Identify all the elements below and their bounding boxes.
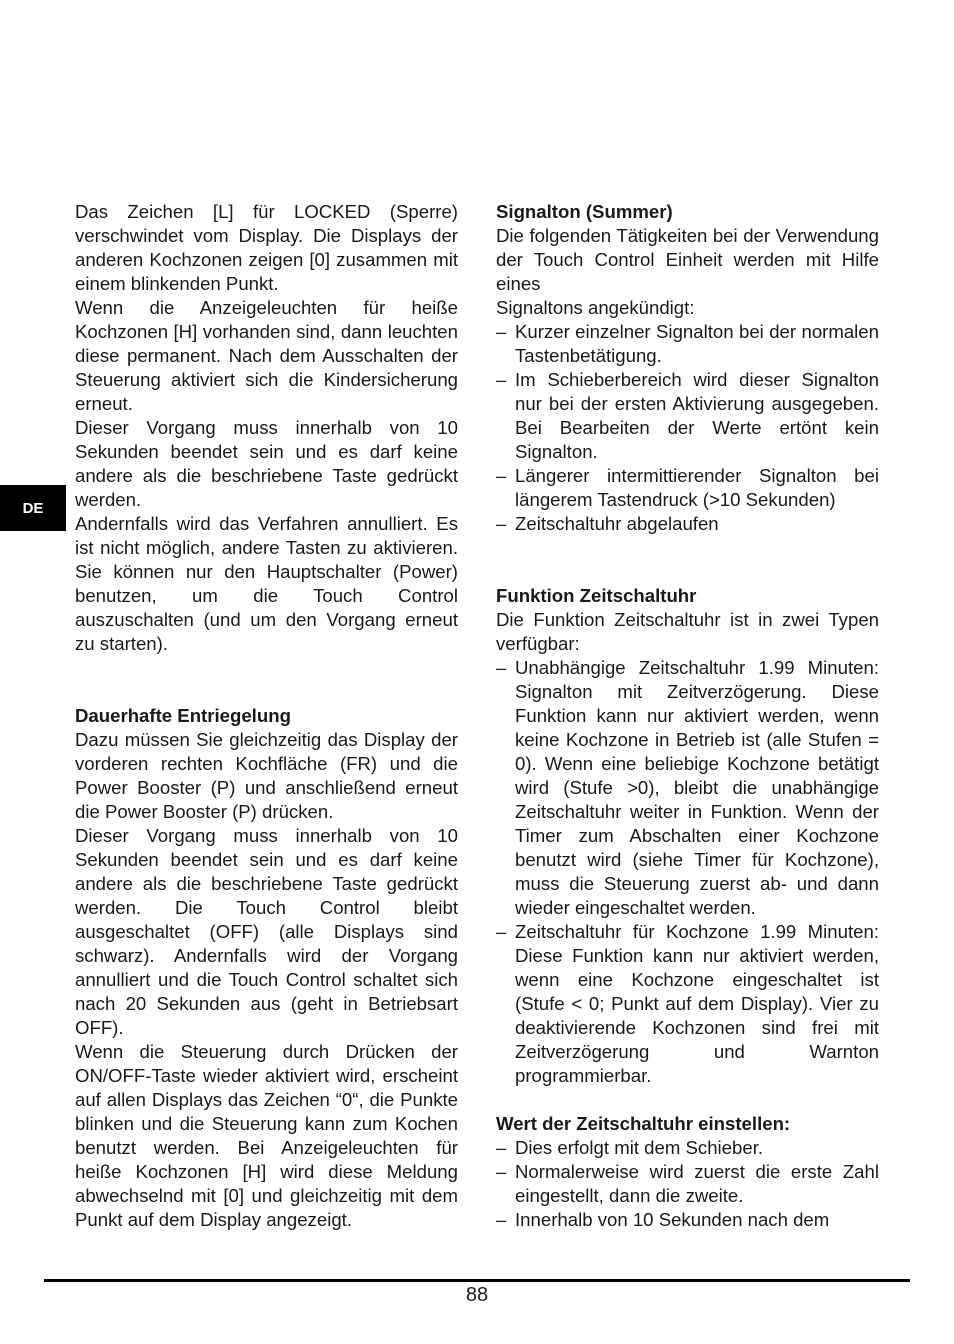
paragraph: Signaltons angekündigt: bbox=[496, 297, 695, 318]
paragraph: Wenn die Steuerung durch Drücken der ON/OFF-Taste wieder aktiviert wird, erscheint auf allen Displays das Zeichen “0“, die Punkte blinken und die Steuerung kann zum Kochen benutzt werden. Bei Anzeigeleuchten für heiße Kochzonen [H] wird diese Meldung abwechselnd mit [0] und gleichzeitig mit dem Punkt auf dem Display angezeigt. bbox=[75, 1041, 458, 1230]
list-item: – Zeitschaltuhr für Kochzone 1.99 Minuten: Diese Funktion kann nur aktiviert werden, wenn eine Kochzone eingeschaltet ist (Stufe < 0; Punkt auf dem Display). Vier zu deaktivierende Kochzonen sind frei mit Zeitverzögerung und Warnton programmierbar. bbox=[496, 920, 879, 1088]
list-item: – Unabhängige Zeitschaltuhr 1.99 Minuten: Signalton mit Zeitverzögerung. Diese Funktion kann nur aktiviert werden, wenn keine Kochzone in Betrieb ist (alle Stufen = 0). Wenn eine beliebige Kochzone betätigt wird (Stufe >0), bleibt die unabhängige Zeitschaltuhr weiter in Funktion. Wenn der Timer zum Abschalten einer Kochzone benutzt wird (siehe Timer für Kochzone), muss die Steuerung zuerst ab- und dann wieder eingeschaltet werden. bbox=[496, 656, 879, 920]
left-column bbox=[75, 200, 458, 1232]
paragraph: Andernfalls wird das Verfahren annulliert. Es ist nicht möglich, andere Tasten zu aktivieren. Sie können nur den Hauptschalter (Power) benutzen, um die Touch Control auszuschalten (und um den Vorgang erneut zu starten). bbox=[75, 513, 458, 654]
paragraph: Dieser Vorgang muss innerhalb von 10 Sekunden beendet sein und es darf keine andere als die beschriebene Taste gedrückt werden. Die Touch Control bleibt ausgeschaltet (OFF) (alle Displays sind schwarz). Andernfalls wird der Vorgang annulliert und die Touch Control schaltet sich nach 20 Sekunden aus (geht in Betriebsart OFF). bbox=[75, 825, 458, 1038]
list-item: – Im Schieberbereich wird dieser Signalton nur bei der ersten Aktivierung ausgegeben. Bei Bearbeiten der Werte ertönt kein Signalton. bbox=[496, 368, 879, 464]
paragraph: Das Zeichen [L] für LOCKED (Sperre) verschwindet vom Display. Die Displays der anderen Kochzonen zeigen [0] zusammen mit einem blinkenden Punkt. bbox=[75, 201, 458, 294]
page-number: 88 bbox=[465, 1284, 489, 1306]
section-heading-timer: Funktion Zeitschaltuhr bbox=[496, 585, 697, 606]
section-heading-permanent-unlock: Dauerhafte Entriegelung bbox=[75, 705, 291, 726]
section-heading-signal: Signalton (Summer) bbox=[496, 201, 673, 222]
paragraph: Wenn die Anzeigeleuchten für heiße Kochzonen [H] vorhanden sind, dann leuchten diese permanent. Nach dem Ausschalten der Steuerung aktiviert sich die Kindersicherung erneut. bbox=[75, 297, 458, 414]
right-column bbox=[496, 200, 879, 1232]
spacer bbox=[75, 656, 458, 704]
paragraph: Dieser Vorgang muss innerhalb von 10 Sekunden beendet sein und es darf keine andere als die beschriebene Taste gedrückt werden. bbox=[75, 417, 458, 510]
set-timer-list bbox=[496, 1136, 879, 1232]
section-heading-set-timer: Wert der Zeitschaltuhr einstellen: bbox=[496, 1113, 791, 1134]
timer-list bbox=[496, 656, 879, 1088]
paragraph: Die folgenden Tätigkeiten bei der Verwendung der Touch Control Einheit werden mit Hilfe eines bbox=[496, 225, 879, 294]
signal-list bbox=[496, 320, 879, 536]
paragraph: Die Funktion Zeitschaltuhr ist in zwei Typen verfügbar: bbox=[496, 609, 879, 654]
footer-rule bbox=[44, 1279, 910, 1282]
spacer bbox=[496, 536, 879, 584]
list-item: – Innerhalb von 10 Sekunden nach dem bbox=[496, 1208, 879, 1232]
paragraph: Dazu müssen Sie gleichzeitig das Display der vorderen rechten Kochfläche (FR) und die Power Booster (P) und anschließend erneut die Power Booster (P) drücken. bbox=[75, 729, 458, 822]
list-item: – Normalerweise wird zuerst die erste Zahl eingestellt, dann die zweite. bbox=[496, 1160, 879, 1208]
list-item: – Kurzer einzelner Signalton bei der normalen Tastenbetätigung. bbox=[496, 320, 879, 368]
list-item: – Zeitschaltuhr abgelaufen bbox=[496, 512, 879, 536]
language-tab: DE bbox=[0, 485, 66, 531]
list-item: – Längerer intermittierender Signalton bei längerem Tastendruck (>10 Sekunden) bbox=[496, 464, 879, 512]
spacer bbox=[496, 1088, 879, 1112]
list-item: – Dies erfolgt mit dem Schieber. bbox=[496, 1136, 879, 1160]
